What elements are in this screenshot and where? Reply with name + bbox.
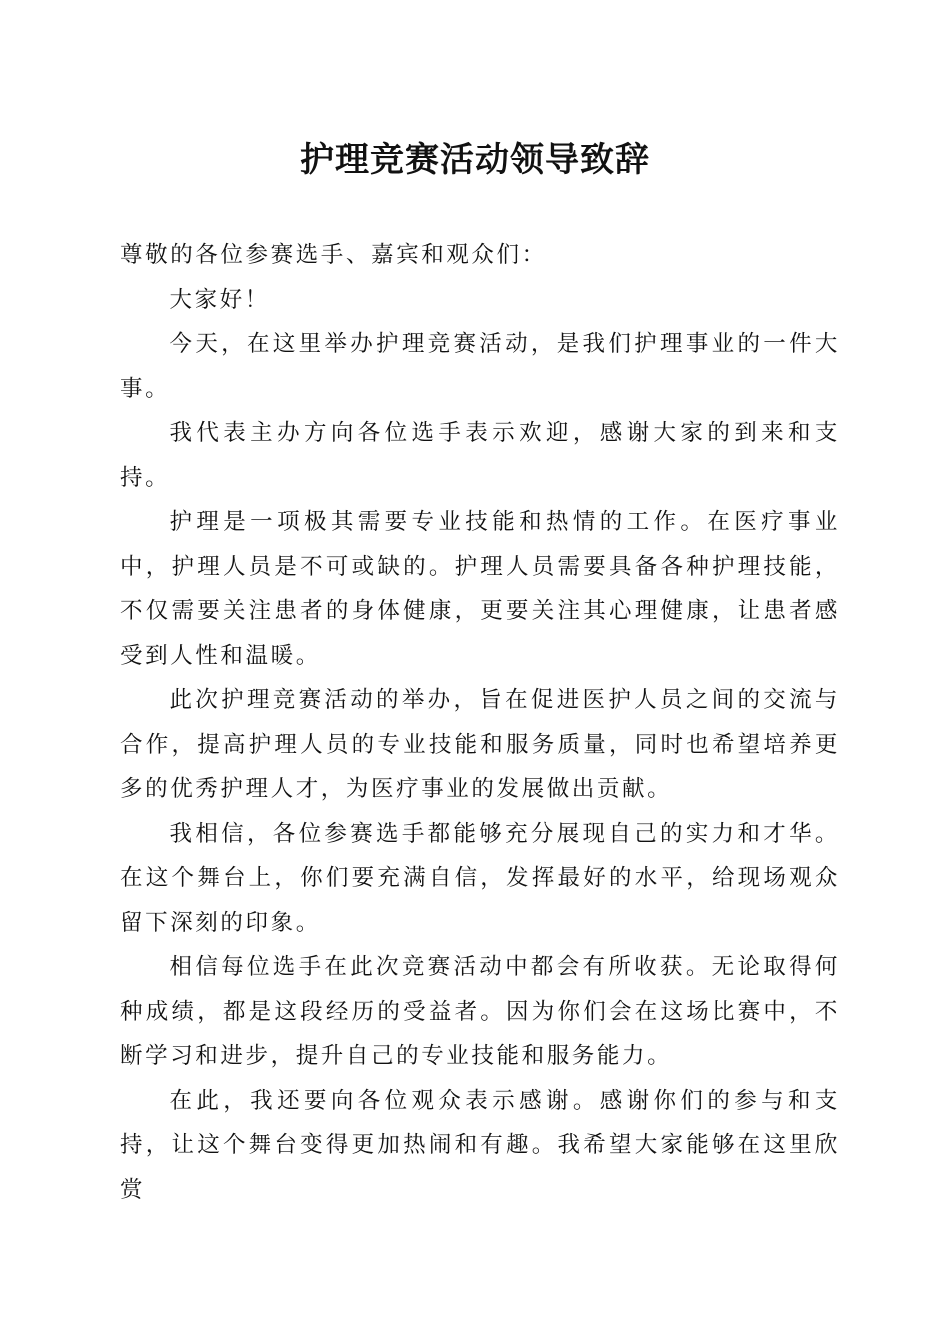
paragraph-event-purpose: 此次护理竞赛活动的举办，旨在促进医护人员之间的交流与合作，提高护理人员的专业技能和服务质量，同时也希望培养更多的优秀护理人才，为医疗事业的发展做出贡献。 [120,687,840,802]
document-title: 护理竞赛活动领导致辞 [300,140,650,180]
paragraph-thanks-audience: 在此，我还要向各位观众表示感谢。感谢你们的参与和支持，让这个舞台变得更加热闹和有趣。我希望大家能够在这里欣赏 [120,1087,840,1203]
document-body [120,233,840,1212]
salutation: 尊敬的各位参赛选手、嘉宾和观众们： [120,242,547,268]
paragraph-welcome: 我代表主办方向各位选手表示欢迎，感谢大家的到来和支持。 [120,420,840,491]
paragraph-encouragement: 我相信，各位参赛选手都能够充分展现自己的实力和才华。在这个舞台上，你们要充满自信，发挥最好的水平，给现场观众留下深刻的印象。 [120,820,840,936]
paragraph-gains: 相信每位选手在此次竞赛活动中都会有所收获。无论取得何种成绩，都是这段经历的受益者。因为你们会在这场比赛中，不断学习和进步，提升自己的专业技能和服务能力。 [120,954,840,1069]
paragraph-opening: 今天，在这里举办护理竞赛活动，是我们护理事业的一件大事。 [120,331,840,402]
paragraph-greeting: 大家好！ [169,286,270,313]
paragraph-nursing-importance: 护理是一项极其需要专业技能和热情的工作。在医疗事业中，护理人员是不可或缺的。护理人员需要具备各种护理技能，不仅需要关注患者的身体健康，更要关注其心理健康，让患者感受到人性和温暖。 [120,509,840,669]
